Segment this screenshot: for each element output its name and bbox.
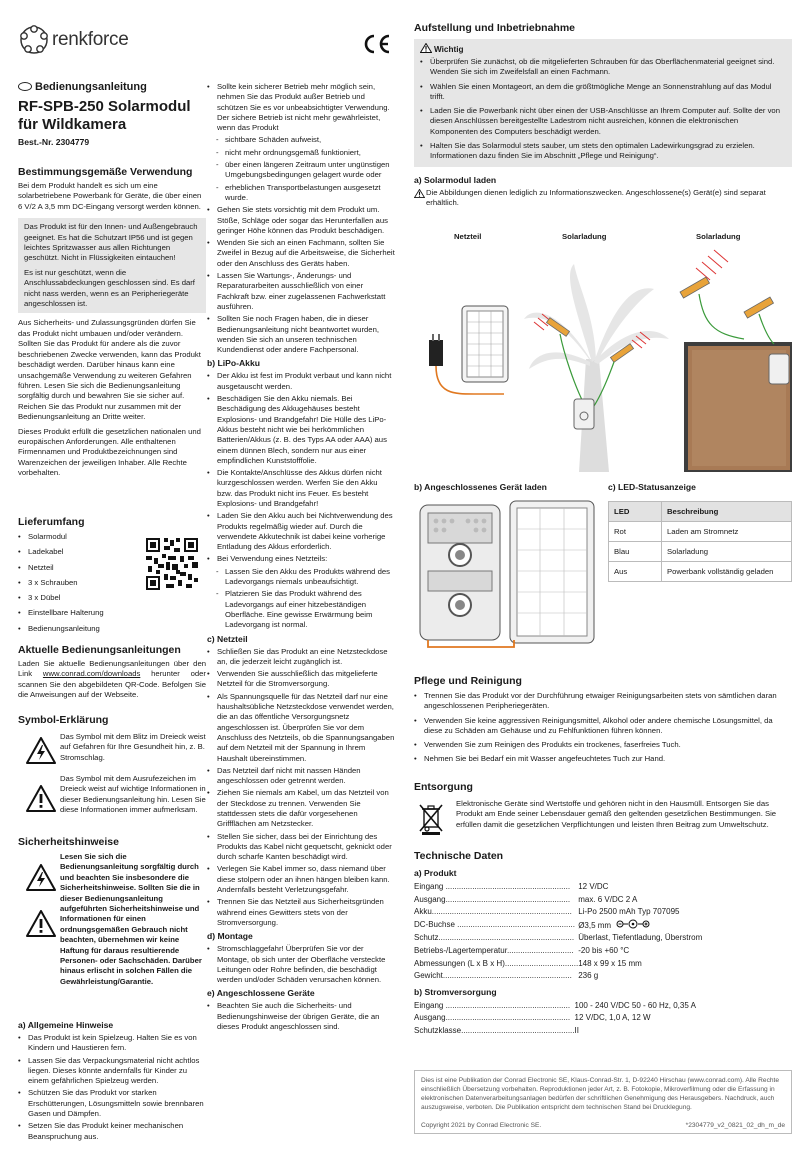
- list-item: - erheblichen Transportbelastungen ausgesetzt wurde.: [207, 183, 395, 204]
- list-item: • Laden Sie die Powerbank nicht über einen der USB-Anschlüsse an Ihrem Computer auf. Sollte der von diesen Anschlüssen bereitgestellte Ladestrom nicht ausreichen, können die elektronischen Komponenten des Computers beschädigt werden.: [420, 106, 786, 137]
- downloads-link[interactable]: www.conrad.com/downloads: [42, 669, 141, 679]
- charge-heading: a) Solarmodul laden: [414, 174, 497, 185]
- list-item: • Trennen Sie das Produkt vor der Durchführung etwaiger Reinigungsarbeiten stets von sämtlichen daran angeschlossenen Peripheriegeräten.: [414, 691, 792, 712]
- care-section: [414, 675, 792, 769]
- list-item: - nicht mehr ordnungsgemäß funktioniert,: [207, 148, 395, 158]
- list-item: • Beachten Sie auch die Sicherheits- und Bedienungshinweise der übrigen Geräte, die an dieses Produkt angeschlossen sind.: [207, 1001, 395, 1032]
- table-row: Schutz............................................................. Überlast, Tiefentladung, Überstrom: [414, 933, 703, 943]
- intended-use-shaded-box: Das Produkt ist für den Innen- und Außengebrauch geeignet. Es hat die Schutzart IP56 und ist gegen leichtes Spritzwasser aus allen Richtungen geschützt. Nicht in Flüssigkeiten eintauchen! Es ist nur geschützt, wenn die Anschlussabdeckungen geschlossen sind. Es darf nicht nass werden, wenn es an Peripheriegeräte angeschlossen ist.: [18, 218, 206, 313]
- list-item: • Stromschlaggefahr! Überprüfen Sie vor der Montage, ob sich unter der Oberfläche versteckte Leitungen oder Rohre befinden, die beschädigt werden und/oder Schäden verursachen können.: [207, 944, 395, 985]
- charge-note: Die Abbildungen dienen lediglich zu Informationszwecken. Angeschlossene(s) Gerät(e) sind separat erhältlich.: [414, 188, 792, 209]
- psu-heading: c) Netzteil: [207, 633, 248, 644]
- current-manuals-heading: Aktuelle Bedienungsanleitungen: [18, 644, 181, 656]
- list-item: • Verlegen Sie Kabel immer so, dass niemand über diese stolpern oder an ihnen hängen bleiben kann. Andernfalls besteht Verletzungsgefahr.: [207, 864, 395, 895]
- current-manuals-section: [18, 644, 206, 701]
- table-row: Abmessungen (L x B x H)................................. 148 x 99 x 15 mm: [414, 958, 642, 968]
- psu-list: [207, 647, 395, 929]
- renkforce-logo-icon: [18, 24, 50, 56]
- table-header-cell: Beschreibung: [662, 502, 792, 522]
- lightning-warning-icon: [26, 737, 56, 764]
- list-item: • Verwenden Sie zum Reinigen des Produkts ein trockenes, faserfreies Tuch.: [414, 740, 792, 750]
- list-item: • Lassen Sie Wartungs-, Änderungs- und Reparaturarbeiten ausschließlich von einer Fachkraft bzw. einer zugelassenen Fachwerkstatt ausführen.: [207, 271, 395, 312]
- device-charge-heading: b) Angeschlossenes Gerät laden: [414, 482, 547, 492]
- list-item: • Gehen Sie stets vorsichtig mit dem Produkt um. Stöße, Schläge oder sogar das Herunterfallen aus geringer Höhe können das Produkt beschädigen.: [207, 205, 395, 236]
- list-item: • Lassen Sie das Verpackungsmaterial nicht achtlos liegen. Dieses könnte andernfalls für Kinder zu einem gefährlichen Spielzeug werden.: [18, 1056, 206, 1087]
- product-title: RF-SPB-250 Solarmodul für Wildkamera: [18, 98, 191, 133]
- table-row: Aus Powerbank vollständig geladen: [609, 562, 792, 582]
- document-code: *2304779_v2_0821_02_dh_m_de: [685, 1122, 785, 1129]
- title-block: [18, 80, 206, 147]
- list-item: • Einstellbare Halterung: [18, 608, 138, 618]
- list-item: - Lassen Sie den Akku des Produkts während des Ladevorgangs niemals unbeaufsichtigt.: [207, 567, 395, 588]
- scope-list: [18, 532, 138, 634]
- led-status-block: [608, 482, 792, 582]
- table-row: Blau Solarladung: [609, 542, 792, 562]
- lightning-warning-icon: [26, 864, 56, 891]
- important-list: [420, 57, 786, 162]
- table-row: Betriebs-/Lagertemperatur.............................. -20 bis +60 °C: [414, 945, 630, 955]
- general-heading: a) Allgemeine Hinweise: [18, 1020, 114, 1030]
- symbols-section: [18, 714, 206, 815]
- list-item: • Halten Sie das Solarmodul stets sauber, um stets den optimalen Ladewirkungsgrad zu erzielen. Informationen dazu finden Sie im Abschnitt „Pflege und Reinigung“.: [420, 141, 786, 162]
- tech-heading: Technische Daten: [414, 850, 504, 862]
- safe-operation-dashes: [207, 135, 395, 203]
- copyright: Copyright 2021 by Conrad Electronic SE.: [421, 1122, 542, 1129]
- list-item: • 3 x Schrauben: [18, 578, 138, 588]
- exclamation-warning-icon: [26, 785, 56, 812]
- order-number: Best.-Nr. 2304779: [18, 137, 90, 147]
- led-heading: c) LED-Statusanzeige: [608, 482, 696, 492]
- list-item: • Laden Sie den Akku auch bei Nichtverwendung des Produkts regelmäßig wieder auf. Durch die verwendete Akkutechnik ist dabei keine vorherige Entladung des Akkus erforderlich.: [207, 511, 395, 552]
- dc-polarity-icon: [616, 919, 650, 929]
- list-item: • Überprüfen Sie zunächst, ob die mitgelieferten Schrauben für das Oberflächenmaterial geeignet sind. Wenden Sie sich im Zweifelsfall an einen Fachmann.: [420, 57, 786, 78]
- qr-code[interactable]: [146, 538, 198, 590]
- solar-module-icon: [462, 306, 508, 382]
- list-item: - sichtbare Schäden aufweist,: [207, 135, 395, 145]
- device-charge-block: [414, 482, 600, 654]
- tech-psu-heading: b) Stromversorgung: [414, 986, 497, 997]
- current-manuals-text: Laden Sie aktuelle Bedienungsanleitungen über den Link www.conrad.com/downloads herunter oder scannen Sie den abgebildeten QR-Code. Befolgen Sie die Anweisungen auf der Webseite.: [18, 659, 206, 700]
- table-row: Gewicht.......................................................... 236 g: [414, 971, 599, 981]
- list-item: • Wenden Sie sich an einen Fachmann, sollten Sie Zweifel in Bezug auf die Arbeitsweise, die Sicherheit oder den Anschluss des Geräts haben.: [207, 238, 395, 269]
- table-header-cell: LED: [609, 502, 662, 522]
- wildlife-camera-icon: [420, 505, 500, 640]
- lipo-dashes: [207, 567, 395, 631]
- tech-psu-table: [414, 1000, 696, 1038]
- symbols-heading: Symbol-Erklärung: [18, 714, 109, 726]
- table-row: Schutzklasse................................................... II: [414, 1025, 579, 1035]
- mount-heading: d) Montage: [207, 931, 253, 942]
- table-row: Ausgang........................................................ max. 6 V/DC 2 A: [414, 894, 638, 904]
- scope-heading: Lieferumfang: [18, 516, 85, 528]
- table-row: Ausgang........................................................ 12 V/DC, 1,0 A, 12 W: [414, 1013, 651, 1023]
- list-item: • Verwenden Sie ausschließlich das mitgelieferte Netzteil für die Stromversorgung.: [207, 669, 395, 690]
- list-item: • Schützen Sie das Produkt vor starken Erschütterungen, Lösungsmitteln sowie brennbaren Gasen und Dämpfen.: [18, 1088, 206, 1119]
- imprint-box: [414, 1070, 792, 1134]
- connected-devices-list: [207, 1001, 395, 1032]
- table-row: Eingang ........................................................ 100 - 240 V/DC 50 - 60 Hz, 0,35 A: [414, 1000, 696, 1010]
- waste-bin-crossed-icon: [418, 803, 444, 835]
- disposal-text: Elektronische Geräte sind Wertstoffe und gehören nicht in den Hausmüll. Entsorgen Sie das Produkt am Ende seiner Lebensdauer gemäß den geltenden gesetzlichen Bestimmungen. Sie erfüllen damit die gesetzlichen Verpflichtungen und leisten Ihren Beitrag zum Umweltschutz.: [456, 799, 777, 829]
- intended-use-p4: Dieses Produkt erfüllt die gesetzlichen nationalen und europäischen Anforderungen. Alle enthaltenen Firmennamen und Produktbezeichnungen sind Warenzeichen der jeweiligen Inhaber. Alle Rechte vorbehalten.: [18, 426, 201, 478]
- table-row: Akku............................................................... Li-Po 2500 mAh Typ 707095: [414, 907, 680, 917]
- tech-product-heading: a) Produkt: [414, 868, 457, 878]
- brand-logo: [18, 24, 168, 56]
- important-label: Wichtig: [420, 43, 786, 55]
- list-item: • Das Netzteil darf nicht mit nassen Händen angeschlossen oder getrennt werden.: [207, 766, 395, 787]
- list-item: • Setzen Sie das Produkt keiner mechanischen Beanspruchung aus.: [18, 1121, 206, 1142]
- setup-heading: Aufstellung und Inbetriebnahme: [414, 22, 576, 34]
- intended-use-section: [18, 166, 206, 479]
- table-row: Eingang ........................................................ 12 V/DC: [414, 882, 609, 891]
- imprint-text: Dies ist eine Publikation der Conrad Electronic SE, Klaus-Conrad-Str. 1, D-92240 Hirschau (www.conrad.com). Alle Rechte einschließlich Übersetzung vorbehalten. Reproduktionen jeder Art, z. B. Fotokopie, Mikroverfilmung oder die Erfassung in elektronischen Datenverarbeitungsanlagen bedürfen der schriftlichen Genehmigung des Herausgebers. Nachdruck, auch auszugsweise, verboten. Die Publikation entspricht dem technischen Stand bei Drucklegung.: [421, 1077, 780, 1111]
- list-item: • Bei Verwendung eines Netzteils:: [207, 554, 395, 564]
- tree-icon: [524, 264, 669, 472]
- disposal-section: [414, 781, 792, 829]
- connected-devices-heading: e) Angeschlossene Geräte: [207, 988, 315, 999]
- table-row: DC-Buchse ..................................................... Ø3,5 mm: [414, 919, 702, 933]
- general-more-list: [207, 205, 395, 355]
- manual-label: Bedienungsanleitung: [18, 80, 206, 94]
- mount-list: [207, 944, 395, 985]
- table-header-row: [609, 502, 792, 522]
- list-item: • Solarmodul: [18, 532, 138, 542]
- setup-section: [414, 22, 792, 208]
- exclamation-warning-icon: [26, 910, 56, 937]
- device-figure: [414, 499, 600, 649]
- list-item: • Das Produkt ist kein Spielzeug. Halten Sie es von Kindern und Haustieren fern.: [18, 1033, 206, 1054]
- figure-label-solar-1: Solarladung: [562, 232, 607, 241]
- list-item: • Sollten Sie noch Fragen haben, die in dieser Bedienungsanleitung nicht beantwortet wurden, wenden Sie sich an unseren technischen Kundendienst oder andere Fachpersonal.: [207, 314, 395, 355]
- list-item: • Als Spannungsquelle für das Netzteil darf nur eine haushaltsübliche Netzsteckdose verwendet werden, die an das öffentliche Versorgungsnetz angeschlossen ist. Überprüfen Sie vor dem Anschluss des Netzteils, ob die Spannungsangaben auf dem Netzteil mit der Spannung in Ihrem Haushalt übereinstimmen.: [207, 692, 395, 764]
- intended-use-p3: Aus Sicherheits- und Zulassungsgründen dürfen Sie das Produkt nicht umbauen und/oder verändern. Sollten Sie das Produkt für andere als die zuvor beschriebenen Zwecke verwenden, kann das Produkt beschädigt werden. Darüber hinaus kann eine unsachgemäße Verwendung zu weiteren Gefahren führen. Lesen Sie sich die Bedienungsanleitung sorgfältig durch und bewahren Sie sie sicher auf. Reichen Sie das Produkt nur zusammen mit der Bedienungsanleitung an Dritte weiter.: [18, 318, 201, 422]
- charging-figure: [414, 244, 792, 472]
- list-item: • Die Kontakte/Anschlüsse des Akkus dürfen nicht kurzgeschlossen werden. Werfen Sie den Akku bzw. das Produkt nicht ins Feuer. Es besteht Explosions- und Brandgefahr!: [207, 468, 395, 509]
- list-item: • 3 x Dübel: [18, 593, 138, 603]
- charging-illustration: [414, 232, 792, 472]
- exclamation-warning-icon: [420, 43, 432, 53]
- list-item: • Schließen Sie das Produkt an eine Netzsteckdose an, die jederzeit leicht zugänglich ist.: [207, 647, 395, 668]
- care-list: [414, 691, 792, 765]
- ce-mark-icon: [362, 34, 392, 54]
- solar-module-icon: [510, 501, 594, 643]
- exclamation-description: Das Symbol mit dem Ausrufezeichen im Dreieck weist auf wichtige Informationen in dieser Bedienungsanleitung hin. Lesen Sie diese Informationen immer aufmerksam.: [60, 774, 206, 815]
- general-section: [18, 1020, 206, 1144]
- intended-use-heading: Bestimmungsgemäße Verwendung: [18, 166, 193, 178]
- lipo-list: [207, 371, 395, 564]
- table-row: Rot Laden am Stromnetz: [609, 522, 792, 542]
- eye-icon: [18, 82, 32, 91]
- list-item: • Ziehen Sie niemals am Kabel, um das Netzteil von der Steckdose zu trennen. Verwenden Sie stattdessen stets die dafür vorgesehenen Griffflächen am Netzstecker.: [207, 788, 395, 829]
- list-item: • Sollte kein sicherer Betrieb mehr möglich sein, nehmen Sie das Produkt außer Betrieb und schützen Sie es vor unbeabsichtigter Verwendung. Der sichere Betrieb ist nicht mehr gewährleistet, wenn das Produkt: [207, 82, 395, 133]
- list-item: • Netzteil: [18, 563, 138, 573]
- safe-operation-block: [207, 82, 395, 1034]
- list-item: • Trennen Sie das Netzteil aus Sicherheitsgründen während eines Gewitters stets von der Stromversorgung.: [207, 897, 395, 928]
- list-item: - über einen längeren Zeitraum unter ungünstigen Umgebungsbedingungen gelagert wurde oder: [207, 160, 395, 181]
- exclamation-warning-icon: [414, 189, 425, 198]
- list-item: • Beschädigen Sie den Akku niemals. Bei Beschädigung des Akkugehäuses besteht Explosions- und Brandgefahr! Die Hülle des LiPo-Akkus besteht nicht wie bei herkömmlichen Batterien/Akkus (z. B. des Typs AA oder AAA) aus einem dünnen Blech, sondern nur aus einer empfindlichen Kunststofffolie.: [207, 394, 395, 466]
- tech-section: [414, 850, 792, 1038]
- intended-use-intro: Bei dem Produkt handelt es sich um eine solarbetriebene Powerbank für Geräte, die über einen 6 V/2 A 3,5 mm DC-Eingang versorgt werden können.: [18, 181, 202, 211]
- list-item: - Platzieren Sie das Produkt während des Ladevorgangs auf einer hitzebeständigen Oberfläche. Eine gewisse Erwärmung beim Ladevorgang ist normal.: [207, 589, 395, 630]
- safety-heading: Sicherheitshinweise: [18, 836, 119, 848]
- list-item: • Bedienungsanleitung: [18, 624, 138, 634]
- list-item: • Der Akku ist fest im Produkt verbaut und kann nicht ausgetauscht werden.: [207, 371, 395, 392]
- lightning-description: Das Symbol mit dem Blitz im Dreieck weist auf Gefahren für Ihre Gesundheit hin, z. B. Stromschlag.: [60, 732, 206, 762]
- list-item: • Stellen Sie sicher, dass bei der Einrichtung des Produkts das Kabel nicht gequetscht, geknickt oder durch scharfe Kanten beschädigt wird.: [207, 832, 395, 863]
- care-heading: Pflege und Reinigung: [414, 675, 522, 687]
- safe-operation-list: [207, 82, 395, 133]
- led-table: [608, 501, 792, 582]
- safety-intro: Lesen Sie sich die Bedienungsanleitung sorgfältig durch und beachten Sie insbesondere die Sicherheitshinweise. Sollten Sie die in dieser Bedienungsanleitung aufgeführten Sicherheitshinweise und Informationen für einen ordnungsgemäßen Gebrauch nicht beachten, übernehmen wir keine Haftung für daraus resultierende Personen- oder Sachschäden. Darüber hinaus erlischt in solchen Fällen die Gewährleistung/Garantie.: [60, 852, 202, 986]
- disposal-heading: Entsorgung: [414, 781, 473, 793]
- important-box: [414, 39, 792, 167]
- list-item: • Verwenden Sie keine aggressiven Reinigungsmittel, Alkohol oder andere chemische Lösungsmittel, da diese zu Schäden am Gehäuse und zu Fehlfunktionen führen können.: [414, 716, 792, 737]
- figure-label-solar-2: Solarladung: [696, 232, 741, 241]
- general-list: [18, 1033, 206, 1142]
- lipo-heading: b) LiPo-Akku: [207, 358, 260, 369]
- tech-product-table: [414, 881, 702, 983]
- brand-name: renkforce: [52, 29, 129, 50]
- list-item: • Wählen Sie einen Montageort, an dem die größtmögliche Menge an Sonnenstrahlung auf das Modul trifft.: [420, 82, 786, 103]
- list-item: • Ladekabel: [18, 547, 138, 557]
- figure-label-psu: Netzteil: [454, 232, 482, 241]
- list-item: • Nehmen Sie bei Bedarf ein mit Wasser angefeuchtetes Tuch zur Hand.: [414, 754, 792, 764]
- safety-section: [18, 836, 206, 986]
- scope-section: [18, 516, 206, 639]
